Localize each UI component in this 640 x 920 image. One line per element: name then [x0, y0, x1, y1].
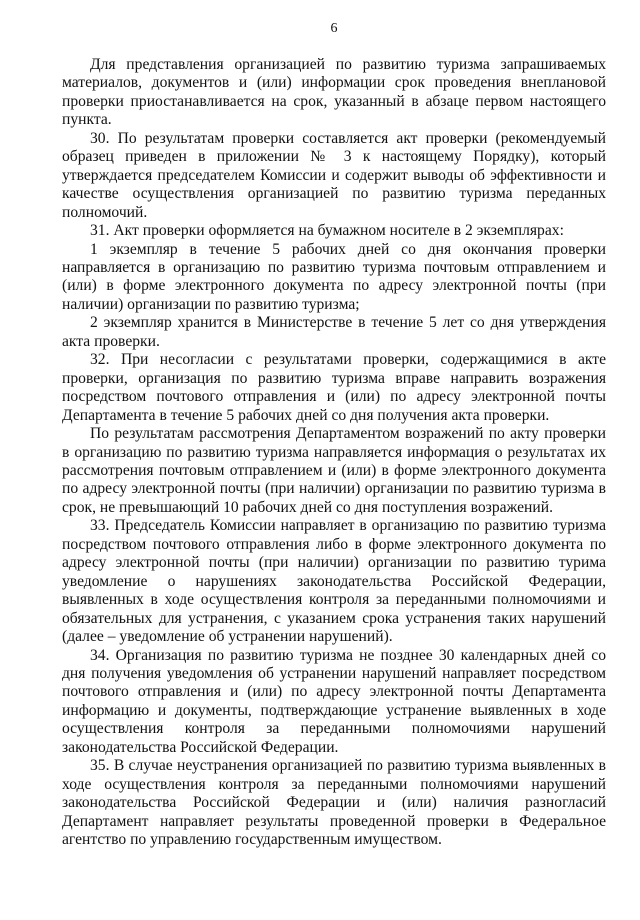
paragraph-35: 35. В случае неустранения организацией по развитию туризма выявленных в ходе осуществления контроля за переданными полномочиями нарушений законодательства Российской Федерации и (или) наличия разногласий Департамент направляет результаты проведенной проверки в Федеральное агентство по управлению государственным имуществом. [62, 757, 606, 849]
paragraph-31-copy-1: 1 экземпляр в течение 5 рабочих дней со дня окончания проверки направляется в организацию по развитию туризма почтовым отправлением и (или) в форме электронного документа по адресу электронной почты (при наличии) организации по развитию туризма; [62, 240, 606, 313]
paragraph-31: 31. Акт проверки оформляется на бумажном носителе в 2 экземплярах: [90, 222, 564, 240]
paragraph-32-objections-result: По результатам рассмотрения Департаментом возражений по акту проверки в организацию по развитию туризма направляется информация о результатах их рассмотрения почтовым отправлением и (или) в форме электронного документа по адресу электронной почты (при наличии) организации по развитию туризма в срок, не превышающий 10 рабочих дней со дня поступления возражений. [62, 425, 606, 516]
document-body [62, 56, 606, 849]
paragraph-32: 32. При несогласии с результатами проверки, содержащимися в акте проверки, организация по развитию туризма вправе направить возражения посредством почтового отправления и (или) по адресу электронной почты Департамента в течение 5 рабочих дней со дня получения акта проверки. [62, 351, 606, 424]
paragraph-30: 30. По результатам проверки составляется акт проверки (рекомендуемый образец приведен в приложении № 3 к настоящему Порядку), который утверждается председателем Комиссии и содержит выводы об эффективности и качестве осуществления организацией по развитию туризма переданных полномочий. [62, 129, 606, 221]
page-number: 6 [330, 21, 338, 36]
paragraph-33: 33. Председатель Комиссии направляет в организацию по развитию туризма посредством почтового отправления либо в форме электронного документа по адресу электронной почты (при наличии) организации по развитию турима уведомление о нарушениях законодательства Российской Федерации, выявленных в ходе осуществления контроля за переданными полномочиями и обязательных для устранения, с указанием срока устранения таких нарушений (далее – уведомление об устранении нарушений). [62, 517, 606, 646]
paragraph-suspension-note: Для представления организацией по развитию туризма запрашиваемых материалов, документов и (или) информации срок проведения внеплановой проверки приостанавливается на срок, указанный в абзаце первом настоящего пункта. [62, 56, 606, 129]
paragraph-34: 34. Организация по развитию туризма не позднее 30 календарных дней со дня получения уведомления об устранении нарушений направляет посредством почтового отправления и (или) по адресу электронной почты Департамента информацию и документы, подтверждающие устранение выявленных в ходе осуществления контроля за переданными полномочиями нарушений законодательства Российской Федерации. [62, 646, 606, 756]
paragraph-31-copy-2: 2 экземпляр хранится в Министерстве в течение 5 лет со дня утверждения акта проверки. [62, 314, 606, 350]
